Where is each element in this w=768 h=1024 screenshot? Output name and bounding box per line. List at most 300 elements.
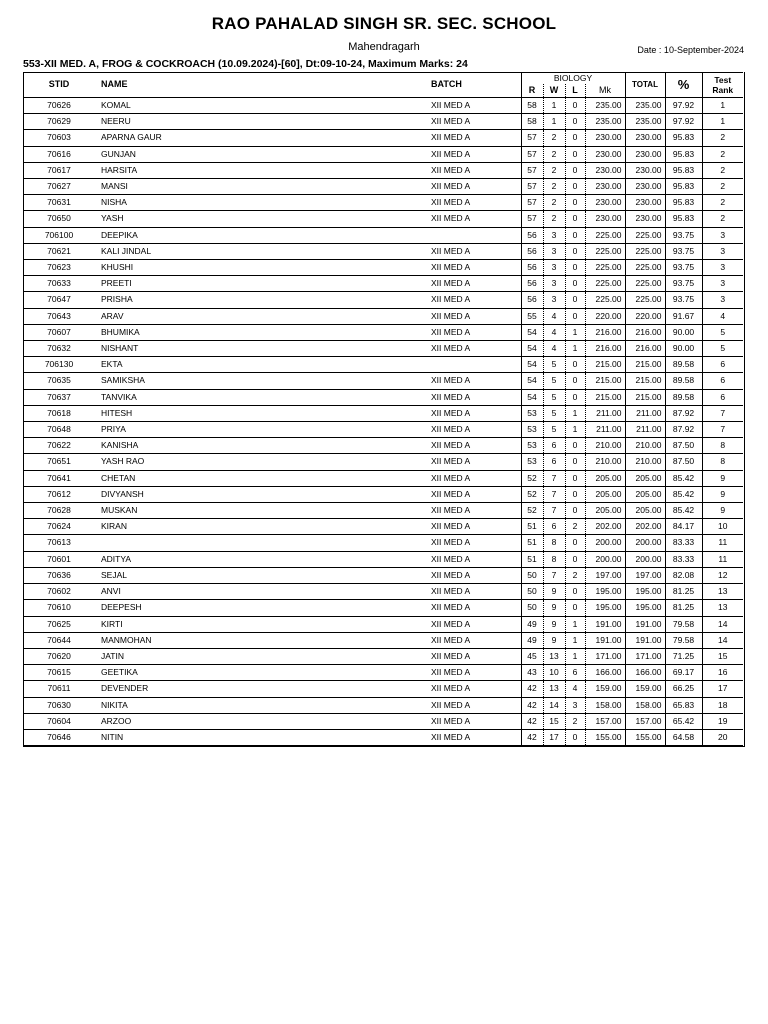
cell-rank: 6 <box>702 389 743 405</box>
col-header-batch: BATCH <box>425 73 521 98</box>
cell-percent: 85.42 <box>665 503 702 519</box>
cell-name: ADITYA <box>95 551 425 567</box>
cell-name: DEVENDER <box>95 681 425 697</box>
cell-left: 0 <box>565 729 585 745</box>
col-header-rank <box>702 73 743 98</box>
cell-rank: 15 <box>702 648 743 664</box>
cell-marks: 205.00 <box>585 503 625 519</box>
cell-stid: 70622 <box>23 438 95 454</box>
cell-right: 52 <box>521 503 543 519</box>
cell-right: 52 <box>521 470 543 486</box>
cell-marks: 230.00 <box>585 146 625 162</box>
table-row <box>23 195 743 211</box>
cell-stid: 70624 <box>23 519 95 535</box>
cell-stid: 70631 <box>23 195 95 211</box>
cell-total: 216.00 <box>625 341 665 357</box>
cell-rank: 9 <box>702 503 743 519</box>
cell-batch: XII MED A <box>425 648 521 664</box>
cell-total: 200.00 <box>625 535 665 551</box>
cell-total: 191.00 <box>625 616 665 632</box>
cell-rank: 6 <box>702 373 743 389</box>
cell-batch: XII MED A <box>425 373 521 389</box>
cell-stid: 70646 <box>23 729 95 745</box>
cell-left: 0 <box>565 584 585 600</box>
cell-right: 49 <box>521 616 543 632</box>
cell-right: 52 <box>521 486 543 502</box>
cell-total: 166.00 <box>625 665 665 681</box>
cell-wrong: 7 <box>543 470 565 486</box>
cell-stid: 706100 <box>23 227 95 243</box>
cell-percent: 69.17 <box>665 665 702 681</box>
cell-right: 50 <box>521 567 543 583</box>
cell-name: ARZOO <box>95 713 425 729</box>
col-header-wrong: W <box>543 84 565 98</box>
cell-batch: XII MED A <box>425 729 521 745</box>
cell-stid: 70630 <box>23 697 95 713</box>
cell-wrong: 2 <box>543 179 565 195</box>
cell-total: 225.00 <box>625 243 665 259</box>
cell-percent: 79.58 <box>665 616 702 632</box>
cell-rank: 3 <box>702 243 743 259</box>
cell-percent: 90.00 <box>665 341 702 357</box>
cell-rank: 3 <box>702 260 743 276</box>
cell-total: 230.00 <box>625 162 665 178</box>
cell-batch: XII MED A <box>425 146 521 162</box>
cell-wrong: 3 <box>543 292 565 308</box>
cell-stid: 70612 <box>23 486 95 502</box>
table-row <box>23 130 743 146</box>
cell-percent: 97.92 <box>665 114 702 130</box>
cell-marks: 195.00 <box>585 584 625 600</box>
cell-total: 235.00 <box>625 98 665 114</box>
cell-right: 58 <box>521 98 543 114</box>
school-location: Mahendragarh <box>348 41 420 53</box>
cell-percent: 84.17 <box>665 519 702 535</box>
cell-total: 215.00 <box>625 389 665 405</box>
cell-left: 1 <box>565 616 585 632</box>
cell-left: 0 <box>565 114 585 130</box>
cell-left: 0 <box>565 146 585 162</box>
cell-stid: 70647 <box>23 292 95 308</box>
cell-wrong: 10 <box>543 665 565 681</box>
cell-name: TANVIKA <box>95 389 425 405</box>
table-row <box>23 211 743 227</box>
cell-total: 200.00 <box>625 551 665 567</box>
cell-marks: 230.00 <box>585 179 625 195</box>
cell-total: 215.00 <box>625 357 665 373</box>
cell-percent: 89.58 <box>665 373 702 389</box>
cell-percent: 87.50 <box>665 438 702 454</box>
cell-marks: 215.00 <box>585 357 625 373</box>
cell-marks: 230.00 <box>585 211 625 227</box>
cell-wrong: 2 <box>543 130 565 146</box>
cell-batch: XII MED A <box>425 438 521 454</box>
cell-left: 0 <box>565 308 585 324</box>
cell-wrong: 5 <box>543 357 565 373</box>
cell-right: 54 <box>521 389 543 405</box>
cell-total: 210.00 <box>625 454 665 470</box>
table-row <box>23 519 743 535</box>
cell-marks: 230.00 <box>585 162 625 178</box>
cell-total: 225.00 <box>625 292 665 308</box>
cell-marks: 200.00 <box>585 551 625 567</box>
col-header-left: L <box>565 84 585 98</box>
cell-percent: 81.25 <box>665 584 702 600</box>
cell-marks: 211.00 <box>585 405 625 421</box>
cell-stid: 70644 <box>23 632 95 648</box>
cell-total: 225.00 <box>625 260 665 276</box>
cell-stid: 70651 <box>23 454 95 470</box>
cell-batch: XII MED A <box>425 389 521 405</box>
cell-batch: XII MED A <box>425 179 521 195</box>
cell-right: 53 <box>521 454 543 470</box>
cell-right: 56 <box>521 276 543 292</box>
cell-left: 1 <box>565 324 585 340</box>
cell-rank: 5 <box>702 341 743 357</box>
cell-stid: 70633 <box>23 276 95 292</box>
cell-rank: 2 <box>702 130 743 146</box>
cell-marks: 191.00 <box>585 616 625 632</box>
cell-total: 195.00 <box>625 584 665 600</box>
cell-total: 230.00 <box>625 146 665 162</box>
cell-marks: 225.00 <box>585 227 625 243</box>
cell-right: 57 <box>521 195 543 211</box>
cell-right: 51 <box>521 535 543 551</box>
cell-left: 0 <box>565 276 585 292</box>
cell-rank: 14 <box>702 632 743 648</box>
col-header-subject: BIOLOGY <box>521 73 625 85</box>
table-row <box>23 567 743 583</box>
cell-wrong: 9 <box>543 616 565 632</box>
cell-batch: XII MED A <box>425 243 521 259</box>
cell-stid: 70627 <box>23 179 95 195</box>
cell-stid: 70623 <box>23 260 95 276</box>
cell-total: 211.00 <box>625 405 665 421</box>
table-row <box>23 648 743 664</box>
cell-right: 50 <box>521 600 543 616</box>
cell-wrong: 4 <box>543 308 565 324</box>
cell-wrong: 9 <box>543 584 565 600</box>
cell-total: 157.00 <box>625 713 665 729</box>
cell-right: 58 <box>521 114 543 130</box>
cell-total: 202.00 <box>625 519 665 535</box>
cell-rank: 11 <box>702 535 743 551</box>
cell-batch: XII MED A <box>425 503 521 519</box>
cell-batch: XII MED A <box>425 292 521 308</box>
cell-marks: 197.00 <box>585 567 625 583</box>
cell-right: 54 <box>521 324 543 340</box>
cell-marks: 195.00 <box>585 600 625 616</box>
cell-left: 0 <box>565 357 585 373</box>
cell-right: 57 <box>521 130 543 146</box>
cell-rank: 17 <box>702 681 743 697</box>
cell-wrong: 7 <box>543 503 565 519</box>
cell-total: 210.00 <box>625 438 665 454</box>
cell-stid: 70628 <box>23 503 95 519</box>
cell-stid: 70626 <box>23 98 95 114</box>
cell-wrong: 17 <box>543 729 565 745</box>
cell-name: KOMAL <box>95 98 425 114</box>
cell-stid: 70641 <box>23 470 95 486</box>
cell-left: 1 <box>565 632 585 648</box>
cell-marks: 230.00 <box>585 195 625 211</box>
cell-rank: 20 <box>702 729 743 745</box>
cell-batch: XII MED A <box>425 324 521 340</box>
cell-left: 0 <box>565 162 585 178</box>
cell-percent: 89.58 <box>665 357 702 373</box>
cell-marks: 216.00 <box>585 341 625 357</box>
cell-wrong: 13 <box>543 648 565 664</box>
cell-batch: XII MED A <box>425 114 521 130</box>
cell-batch: XII MED A <box>425 665 521 681</box>
cell-stid: 70618 <box>23 405 95 421</box>
cell-total: 225.00 <box>625 227 665 243</box>
table-row <box>23 600 743 616</box>
cell-left: 6 <box>565 665 585 681</box>
cell-right: 43 <box>521 665 543 681</box>
cell-right: 50 <box>521 584 543 600</box>
cell-right: 42 <box>521 729 543 745</box>
cell-right: 45 <box>521 648 543 664</box>
cell-wrong: 3 <box>543 227 565 243</box>
cell-total: 205.00 <box>625 470 665 486</box>
cell-rank: 2 <box>702 162 743 178</box>
table-row <box>23 324 743 340</box>
cell-rank: 3 <box>702 292 743 308</box>
cell-wrong: 8 <box>543 551 565 567</box>
cell-marks: 191.00 <box>585 632 625 648</box>
cell-name: KANISHA <box>95 438 425 454</box>
cell-name: HITESH <box>95 405 425 421</box>
table-row <box>23 98 743 114</box>
cell-marks: 235.00 <box>585 114 625 130</box>
cell-rank: 1 <box>702 98 743 114</box>
cell-total: 211.00 <box>625 422 665 438</box>
cell-name: YASH <box>95 211 425 227</box>
cell-percent: 83.33 <box>665 535 702 551</box>
cell-percent: 85.42 <box>665 470 702 486</box>
cell-wrong: 6 <box>543 454 565 470</box>
cell-left: 0 <box>565 454 585 470</box>
table-row <box>23 503 743 519</box>
cell-percent: 93.75 <box>665 243 702 259</box>
cell-name: KHUSHI <box>95 260 425 276</box>
cell-rank: 3 <box>702 227 743 243</box>
cell-left: 0 <box>565 292 585 308</box>
cell-batch: XII MED A <box>425 211 521 227</box>
table-row <box>23 713 743 729</box>
cell-rank: 4 <box>702 308 743 324</box>
cell-name: ANVI <box>95 584 425 600</box>
table-row <box>23 584 743 600</box>
cell-name: MANSI <box>95 179 425 195</box>
cell-stid: 70603 <box>23 130 95 146</box>
cell-marks: 157.00 <box>585 713 625 729</box>
table-row <box>23 373 743 389</box>
cell-marks: 216.00 <box>585 324 625 340</box>
cell-percent: 71.25 <box>665 648 702 664</box>
cell-left: 1 <box>565 648 585 664</box>
cell-batch: XII MED A <box>425 616 521 632</box>
cell-marks: 220.00 <box>585 308 625 324</box>
cell-left: 0 <box>565 98 585 114</box>
cell-percent: 95.83 <box>665 179 702 195</box>
table-row <box>23 681 743 697</box>
cell-rank: 7 <box>702 422 743 438</box>
cell-rank: 13 <box>702 584 743 600</box>
table-row <box>23 260 743 276</box>
cell-name: CHETAN <box>95 470 425 486</box>
cell-name: NISHA <box>95 195 425 211</box>
cell-stid: 70635 <box>23 373 95 389</box>
table-row <box>23 632 743 648</box>
cell-left: 2 <box>565 567 585 583</box>
cell-percent: 95.83 <box>665 146 702 162</box>
cell-name: PRIYA <box>95 422 425 438</box>
cell-stid: 70625 <box>23 616 95 632</box>
cell-name: EKTA <box>95 357 425 373</box>
cell-right: 57 <box>521 162 543 178</box>
cell-left: 0 <box>565 438 585 454</box>
cell-total: 195.00 <box>625 600 665 616</box>
cell-wrong: 1 <box>543 98 565 114</box>
cell-name: DIVYANSH <box>95 486 425 502</box>
cell-right: 42 <box>521 713 543 729</box>
cell-stid: 70616 <box>23 146 95 162</box>
report-date: Date : 10-September-2024 <box>637 45 744 55</box>
cell-rank: 1 <box>702 114 743 130</box>
cell-batch: XII MED A <box>425 405 521 421</box>
cell-rank: 13 <box>702 600 743 616</box>
cell-right: 42 <box>521 697 543 713</box>
cell-total: 235.00 <box>625 114 665 130</box>
cell-right: 42 <box>521 681 543 697</box>
cell-marks: 155.00 <box>585 729 625 745</box>
cell-marks: 205.00 <box>585 470 625 486</box>
cell-wrong: 3 <box>543 276 565 292</box>
cell-name: NISHANT <box>95 341 425 357</box>
cell-rank: 9 <box>702 486 743 502</box>
cell-percent: 81.25 <box>665 600 702 616</box>
table-row <box>23 341 743 357</box>
cell-name: KIRAN <box>95 519 425 535</box>
cell-wrong: 3 <box>543 243 565 259</box>
cell-left: 0 <box>565 503 585 519</box>
cell-wrong: 7 <box>543 486 565 502</box>
cell-total: 155.00 <box>625 729 665 745</box>
cell-total: 205.00 <box>625 503 665 519</box>
cell-wrong: 2 <box>543 162 565 178</box>
cell-total: 158.00 <box>625 697 665 713</box>
cell-left: 2 <box>565 713 585 729</box>
col-header-marks: Mk <box>585 84 625 98</box>
table-row <box>23 616 743 632</box>
table-row <box>23 697 743 713</box>
cell-rank: 10 <box>702 519 743 535</box>
cell-stid: 70611 <box>23 681 95 697</box>
cell-batch: XII MED A <box>425 567 521 583</box>
cell-left: 4 <box>565 681 585 697</box>
cell-name: DEEPESH <box>95 600 425 616</box>
table-row <box>23 551 743 567</box>
cell-left: 0 <box>565 211 585 227</box>
col-header-right: R <box>521 84 543 98</box>
cell-batch: XII MED A <box>425 260 521 276</box>
cell-batch: XII MED A <box>425 551 521 567</box>
table-row <box>23 405 743 421</box>
cell-stid: 70604 <box>23 713 95 729</box>
cell-wrong: 14 <box>543 697 565 713</box>
cell-marks: 235.00 <box>585 98 625 114</box>
cell-rank: 16 <box>702 665 743 681</box>
cell-batch: XII MED A <box>425 454 521 470</box>
cell-right: 49 <box>521 632 543 648</box>
table-row <box>23 308 743 324</box>
cell-wrong: 4 <box>543 341 565 357</box>
cell-stid: 70632 <box>23 341 95 357</box>
cell-rank: 11 <box>702 551 743 567</box>
cell-wrong: 2 <box>543 195 565 211</box>
cell-stid: 70610 <box>23 600 95 616</box>
cell-percent: 89.58 <box>665 389 702 405</box>
cell-stid: 70648 <box>23 422 95 438</box>
cell-percent: 90.00 <box>665 324 702 340</box>
rank-header-line2: Rank <box>712 85 734 95</box>
cell-stid: 70643 <box>23 308 95 324</box>
cell-name: KALI JINDAL <box>95 243 425 259</box>
cell-marks: 166.00 <box>585 665 625 681</box>
cell-left: 0 <box>565 227 585 243</box>
cell-rank: 2 <box>702 195 743 211</box>
cell-left: 0 <box>565 243 585 259</box>
cell-left: 0 <box>565 179 585 195</box>
cell-wrong: 4 <box>543 324 565 340</box>
cell-wrong: 9 <box>543 632 565 648</box>
table-row <box>23 292 743 308</box>
cell-batch: XII MED A <box>425 195 521 211</box>
cell-marks: 230.00 <box>585 130 625 146</box>
cell-batch: XII MED A <box>425 584 521 600</box>
cell-rank: 2 <box>702 179 743 195</box>
cell-right: 54 <box>521 357 543 373</box>
cell-rank: 12 <box>702 567 743 583</box>
cell-stid: 70615 <box>23 665 95 681</box>
table-row <box>23 243 743 259</box>
cell-name: NIKITA <box>95 697 425 713</box>
cell-rank: 19 <box>702 713 743 729</box>
table-row <box>23 729 743 745</box>
cell-stid: 70637 <box>23 389 95 405</box>
cell-left: 2 <box>565 519 585 535</box>
col-header-total: TOTAL <box>625 73 665 98</box>
cell-batch: XII MED A <box>425 98 521 114</box>
table-row <box>23 357 743 373</box>
cell-percent: 87.92 <box>665 422 702 438</box>
cell-wrong: 13 <box>543 681 565 697</box>
cell-marks: 225.00 <box>585 276 625 292</box>
cell-rank: 18 <box>702 697 743 713</box>
cell-right: 56 <box>521 227 543 243</box>
cell-batch: XII MED A <box>425 486 521 502</box>
cell-percent: 95.83 <box>665 195 702 211</box>
cell-percent: 83.33 <box>665 551 702 567</box>
cell-total: 220.00 <box>625 308 665 324</box>
cell-right: 54 <box>521 373 543 389</box>
cell-name: PREETI <box>95 276 425 292</box>
cell-rank: 14 <box>702 616 743 632</box>
cell-total: 225.00 <box>625 276 665 292</box>
cell-marks: 211.00 <box>585 422 625 438</box>
